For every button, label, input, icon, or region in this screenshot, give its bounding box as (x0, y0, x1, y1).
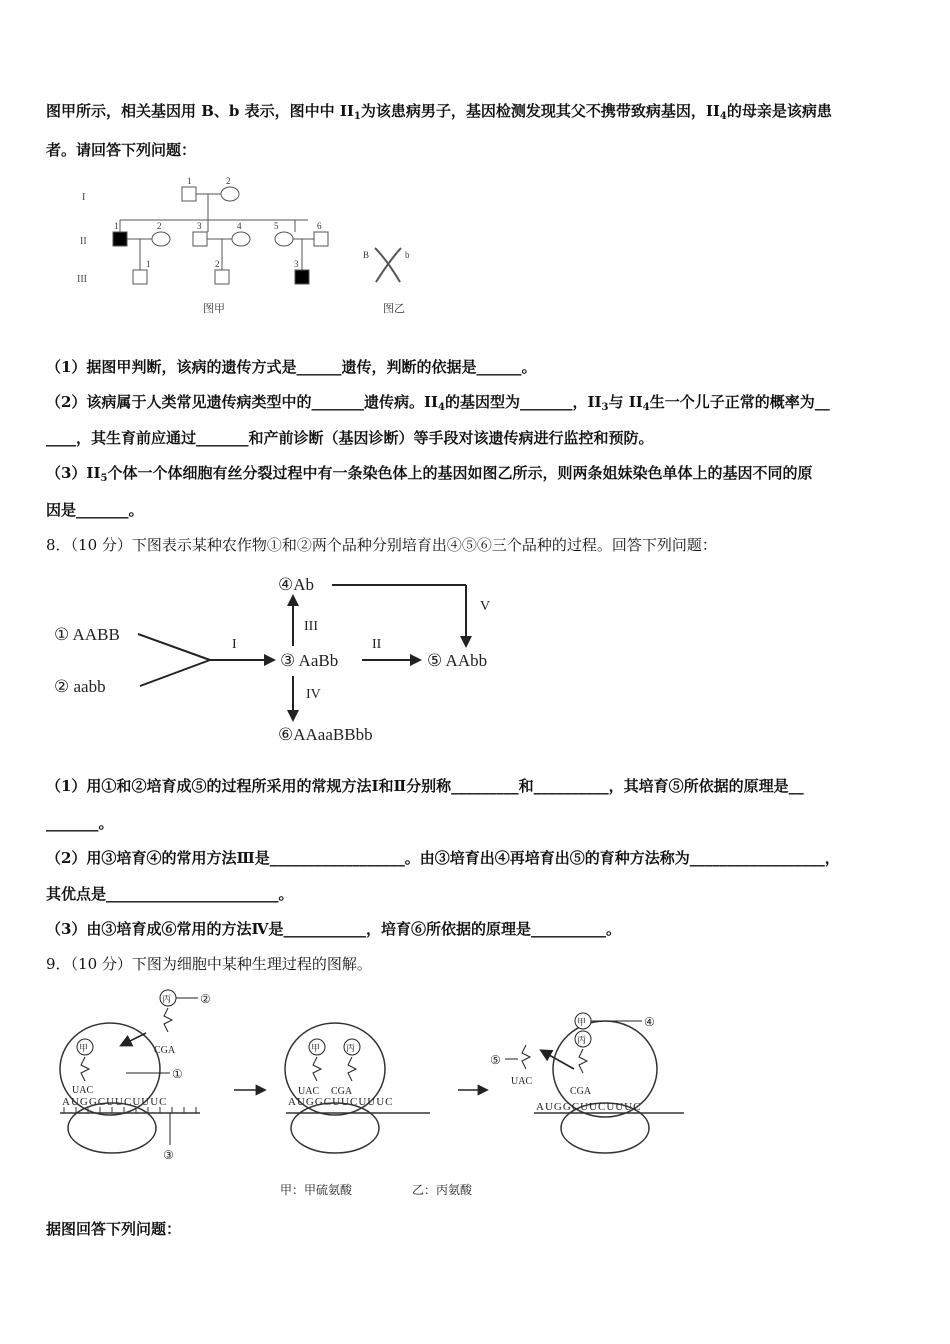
num-I1: 1 (187, 176, 192, 186)
pedigree-male-III2 (215, 270, 229, 284)
num-III2: 2 (215, 259, 220, 269)
q8-part1-line2: _______。 (46, 814, 114, 832)
pedigree-female-II5 (275, 232, 293, 246)
pedigree-female-II2 (152, 232, 170, 246)
gen-label-2: II (80, 236, 87, 247)
q7-intro-line1: 图甲所示，相关基因用 B、b 表示，图中中 $II_1$为该患病男子，基因检测发现其父不携带致病基因，$II_4$的母亲是该病患 (46, 102, 832, 122)
aa-jia-3: 甲 (577, 1017, 587, 1027)
q7-intro-line2: 者。请回答下列问题： (46, 141, 197, 159)
node-AAbb: ⑤ AAbb (427, 651, 488, 670)
q7-part1: （1）据图甲判断，该病的遗传方式是______遗传，判断的依据是______。 (46, 358, 537, 376)
mrna-seq-3: AUGGCUUCUUUC (536, 1101, 642, 1113)
q8-part3: （3）由③培育成⑥常用的方法Ⅳ是___________，培育⑥所依据的原理是__________。 (46, 920, 621, 938)
gen-label-3: III (77, 274, 87, 285)
aa-jia-1: 甲 (79, 1043, 89, 1053)
label-circle-1: ① (172, 1067, 183, 1081)
chrom-label-b: b (405, 250, 410, 260)
pedigree-male-II3 (193, 232, 207, 246)
node-AABB: ① AABB (54, 625, 120, 644)
fig-b-caption: 图乙 (383, 303, 405, 315)
anticodon-uac-3: UAC (511, 1076, 533, 1087)
q8-part2-line1: （2）用③培育④的常用方法Ⅲ是__________________。由③培育出④再培育出⑤的育种方法称为__________________， (46, 849, 840, 867)
node-Ab: ④Ab (278, 575, 315, 594)
q9-title: 9．（10 分）下图为细胞中某种生理过程的图解。 (46, 955, 372, 973)
num-II2: 2 (157, 221, 162, 231)
pedigree-male-I1 (182, 187, 196, 201)
aa-jia-2: 甲 (311, 1043, 321, 1053)
q7-part3-line2: 因是_______。 (46, 501, 144, 519)
num-III1: 1 (146, 259, 151, 269)
label-circle-4: ④ (644, 1015, 655, 1029)
num-III3: 3 (294, 259, 299, 269)
codon-cga-2: CGA (331, 1086, 353, 1097)
label-circle-5: ⑤ (490, 1053, 501, 1067)
arrow-label-III: III (304, 619, 318, 634)
gen-label-1: I (82, 192, 86, 203)
pedigree-figure (60, 170, 440, 325)
anticodon-uac-2: UAC (298, 1086, 320, 1097)
arrow-label-V: V (480, 599, 491, 614)
q7-part2-line1: （2）该病属于人类常见遗传病类型中的_______遗传病。$II_4$的基因型为_______，$II_3$与 $II_4$生一个儿子正常的概率为__ (46, 393, 830, 413)
arrow-label-I: I (232, 637, 237, 652)
aa-bing-3: 丙 (577, 1035, 587, 1045)
num-I2: 2 (226, 176, 231, 186)
label-circle-2: ② (200, 992, 211, 1006)
q7-part3-line1: $(3)II_5$个体一个体细胞有丝分裂过程中有一条染色体上的基因如图乙所示，则两条姐妹染色单体上的基因不同的原 (46, 464, 813, 484)
aa-bing-2: 丙 (346, 1043, 356, 1053)
aa-bing-1: 丙 (162, 994, 172, 1004)
codon-cga-1: CGA (154, 1045, 176, 1056)
num-II1: 1 (114, 221, 119, 231)
pedigree-male-II6 (314, 232, 328, 246)
arrow-label-IV: IV (306, 687, 321, 702)
panel-3 (490, 1013, 684, 1153)
mrna-seq-2: AUGGCUUCUUUC (288, 1096, 394, 1108)
q8-part2-line2: 其优点是_______________________。 (46, 885, 294, 903)
pedigree-affected-male-II1 (113, 232, 127, 246)
breeding-diagram (50, 568, 530, 753)
translation-diagram (50, 985, 710, 1205)
codon-cga-3: CGA (570, 1086, 592, 1097)
node-AaBb: ③ AaBb (280, 651, 339, 670)
pedigree-female-I2 (221, 187, 239, 201)
pedigree-female-II4 (232, 232, 250, 246)
label-circle-3: ③ (163, 1148, 174, 1162)
num-II6: 6 (317, 221, 322, 231)
q7-part2-line2: ____，其生育前应通过_______和产前诊断（基因诊断）等手段对该遗传病进行监控和预防。 (46, 429, 654, 447)
panel-1 (60, 990, 211, 1162)
legend-jia: 甲：甲硫氨酸 (280, 1183, 353, 1197)
anticodon-uac-1: UAC (72, 1085, 94, 1096)
chromosome-figure (375, 248, 401, 282)
node-AAaaBBbb: ⑥AAaaBBbb (278, 725, 373, 744)
pedigree-male-III1 (133, 270, 147, 284)
panel-2 (285, 1023, 430, 1153)
arrow-label-II: II (372, 637, 382, 652)
chrom-label-B: B (363, 250, 370, 260)
num-II5: 5 (274, 221, 279, 231)
q8-part1-line1: （1）用①和②培育成⑤的过程所采用的常规方法Ⅰ和Ⅱ分别称_________和__________，其培育⑤所依据的原理是__ (46, 777, 804, 795)
node-aabb: ② aabb (54, 677, 106, 696)
fig-a-caption: 图甲 (203, 303, 225, 315)
q8-title: 8．（10 分）下图表示某种农作物①和②两个品种分别培育出④⑤⑥三个品种的过程。回答下列问题： (46, 536, 717, 554)
num-II3: 3 (197, 221, 202, 231)
q9-after-text: 据图回答下列问题： (46, 1220, 182, 1238)
legend-yi: 乙：丙氨酸 (412, 1183, 473, 1197)
pedigree-affected-male-III3 (295, 270, 309, 284)
mrna-seq-1: AUGGCUUCUUUC (62, 1096, 168, 1108)
num-II4: 4 (237, 221, 242, 231)
